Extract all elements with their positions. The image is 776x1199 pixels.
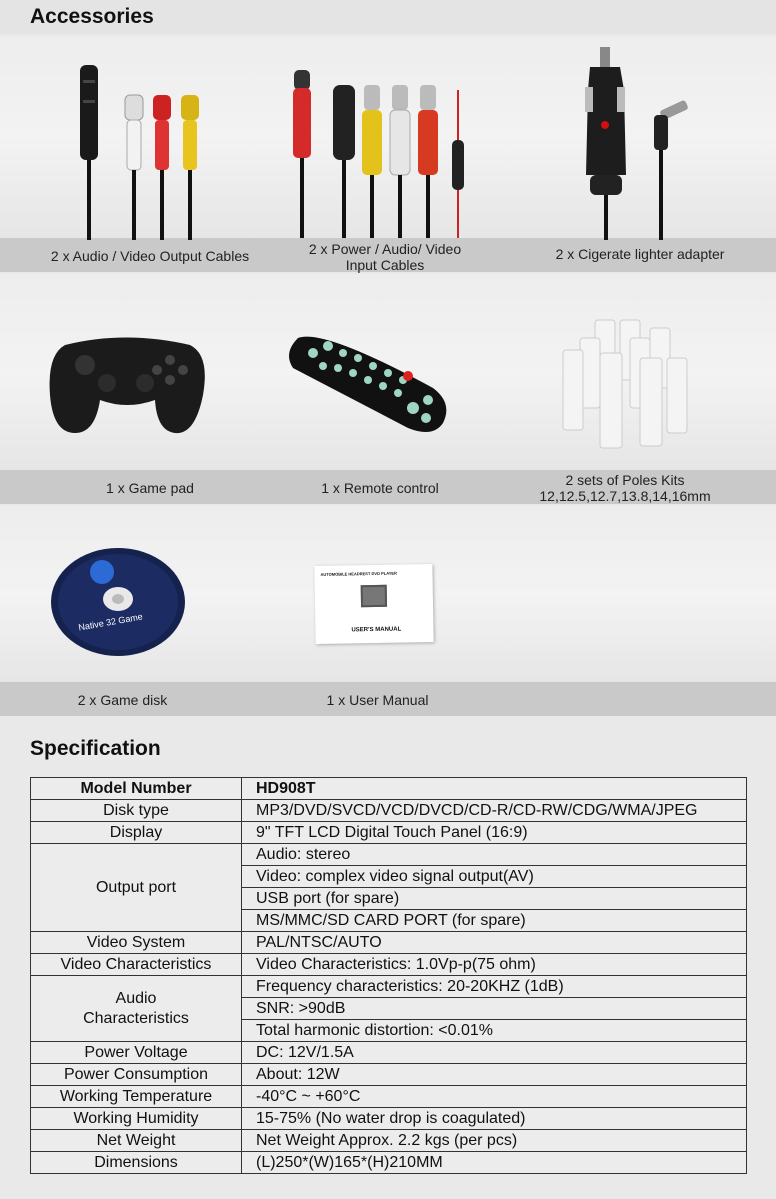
manual-title: USER'S MANUAL [351, 626, 402, 634]
spec-value: -40°C ~ +60°C [242, 1086, 747, 1108]
spec-value: MS/MMC/SD CARD PORT (for spare) [242, 910, 747, 932]
caption-lighter-adapter: 2 x Cigerate lighter adapter [555, 246, 725, 262]
spec-key: Power Voltage [31, 1042, 242, 1064]
table-row [31, 800, 747, 822]
spec-title: Specification [30, 737, 161, 760]
caption-power-cables: 2 x Power / Audio/ Video Input Cables [308, 241, 462, 273]
spec-key: Model Number [31, 778, 242, 800]
spec-value: Video Characteristics: 1.0Vp-p(75 ohm) [242, 954, 747, 976]
spec-key: Working Humidity [31, 1108, 242, 1130]
table-row [31, 1086, 747, 1108]
table-row [31, 1042, 747, 1064]
spec-value: (L)250*(W)165*(H)210MM [242, 1152, 747, 1174]
poles-icon [555, 318, 700, 453]
spec-value: PAL/NTSC/AUTO [242, 932, 747, 954]
spec-value: 15-75% (No water drop is coagulated) [242, 1108, 747, 1130]
spec-table [30, 777, 747, 1174]
spec-key: Display [31, 822, 242, 844]
spec-value: MP3/DVD/SVCD/VCD/DVCD/CD-R/CD-RW/CDG/WMA/JPEG [242, 800, 747, 822]
spec-key: Dimensions [31, 1152, 242, 1174]
manual-icon [314, 564, 433, 644]
spec-key: Power Consumption [31, 1064, 242, 1086]
spec-value: About: 12W [242, 1064, 747, 1086]
manual-header: AUTOMOBILE HEADREST DVD PLAYER [320, 570, 397, 577]
spec-key: Video System [31, 932, 242, 954]
table-row [31, 932, 747, 954]
spec-key: Video Characteristics [31, 954, 242, 976]
spec-value: 9" TFT LCD Digital Touch Panel (16:9) [242, 822, 747, 844]
caption-poles: 2 sets of Poles Kits 12,12.5,12.7,13.8,14,16mm [539, 472, 711, 504]
spec-value: HD908T [242, 778, 747, 800]
caption-disk: 2 x Game disk [77, 692, 168, 708]
accessories-title: Accessories [30, 5, 154, 28]
caption-remote: 1 x Remote control [321, 480, 439, 496]
spec-value: Frequency characteristics: 20-20KHZ (1dB) [242, 976, 747, 998]
spec-value: SNR: >90dB [242, 998, 747, 1020]
table-row [31, 954, 747, 976]
power-cables-icon [288, 70, 478, 240]
table-row [31, 1152, 747, 1174]
spec-value: DC: 12V/1.5A [242, 1042, 747, 1064]
disk-label: Native 32 Game [77, 611, 144, 633]
caption-manual: 1 x User Manual [326, 692, 429, 708]
table-row [31, 1130, 747, 1152]
lighter-adapter-icon [580, 45, 700, 240]
table-row [31, 844, 747, 866]
table-row [31, 1064, 747, 1086]
table-row [31, 1108, 747, 1130]
spec-value: Net Weight Approx. 2.2 kgs (per pcs) [242, 1130, 747, 1152]
accessories-header [0, 0, 776, 34]
spec-key: Net Weight [31, 1130, 242, 1152]
spec-value: USB port (for spare) [242, 888, 747, 910]
remote-icon [283, 328, 453, 438]
table-row [31, 976, 747, 998]
av-cables-icon [70, 60, 210, 240]
gamepad-icon [45, 325, 210, 440]
spec-value: Audio: stereo [242, 844, 747, 866]
table-row [31, 778, 747, 800]
caption-gamepad: 1 x Game pad [106, 480, 194, 496]
spec-value: Total harmonic distortion: <0.01% [242, 1020, 747, 1042]
disk-icon [50, 547, 186, 657]
spec-key: Audio Characteristics [31, 976, 242, 1042]
caption-av-cables: 2 x Audio / Video Output Cables [50, 248, 250, 264]
spec-key: Output port [31, 844, 242, 932]
table-row [31, 822, 747, 844]
spec-value: Video: complex video signal output(AV) [242, 866, 747, 888]
manual-screen [361, 585, 387, 607]
spec-key: Working Temperature [31, 1086, 242, 1108]
spec-key: Disk type [31, 800, 242, 822]
